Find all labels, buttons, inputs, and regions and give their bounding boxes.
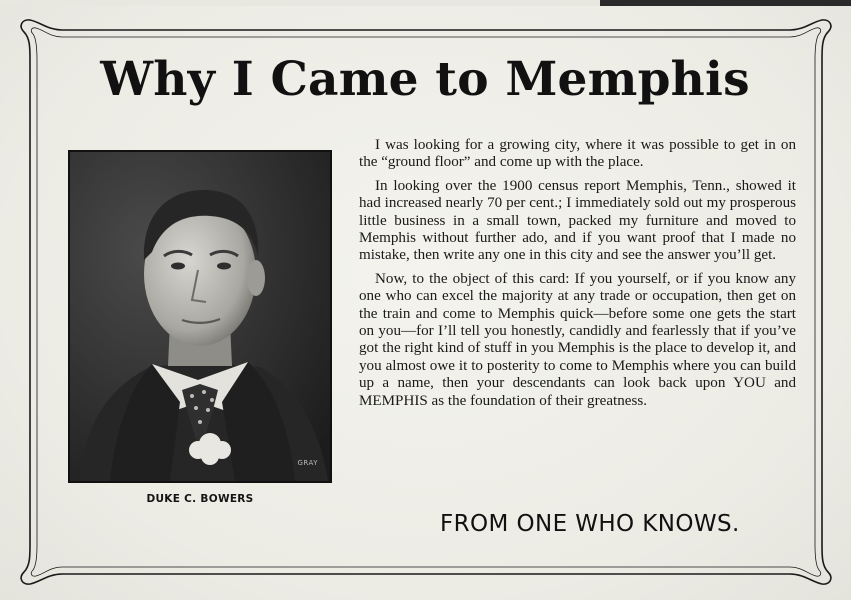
signoff: FROM ONE WHO KNOWS. [440,511,740,537]
artist-signature: GRAY [297,459,318,467]
paragraph-3: Now, to the object of this card: If you yourself, or if you know any one who can excel the majority at any trade or occupation, then get on the train and come to Memphis quick—before some one gets the start on you—for I’ll tell you honestly, candidly and fearlessly that if you’ve got the right kind of stuff in you Memphis is the place to develop it, and you almost owe it to posterity to come to Memphis where you can build up a name, then your descendants can look back upon YOU and MEMPHIS as the foundation of their greatness. [359,270,796,409]
paragraph-2: In looking over the 1900 census report Memphis, Tenn., showed it had increased nearly 70 per cent.; I immediately sold out my prosperous little business in a small town, packed my furniture and moved to Memphis without further ado, and if you want proof that I made no mistake, then write any one in this city and see the answer you’ll get. [359,177,796,264]
headline: Why I Came to Memphis [100,52,750,107]
paragraph-1: I was looking for a growing city, where it was possible to get in on the “ground floor” and come up with the place. [359,137,796,171]
body-text [359,137,796,416]
portrait-caption: DUKE C. BOWERS [146,493,254,505]
portrait-photo [68,150,332,483]
